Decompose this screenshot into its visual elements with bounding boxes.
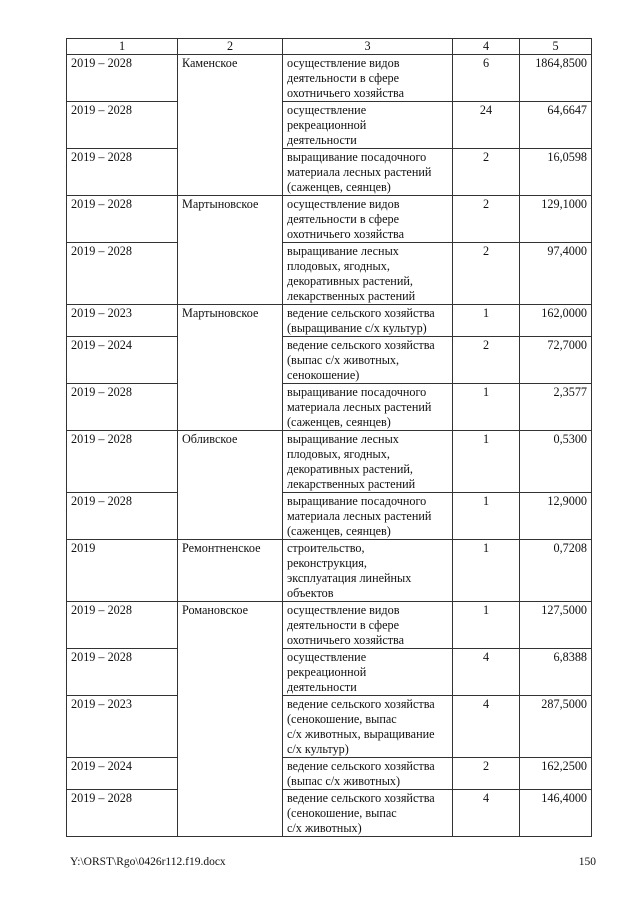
- activity-cell: выращивание посадочного материала лесных растений (саженцев, сеянцев): [283, 493, 453, 540]
- activity-cell: ведение сельского хозяйства (выпас с/х животных, сенокошение): [283, 337, 453, 384]
- period-cell: 2019 – 2028: [67, 196, 178, 243]
- count-cell: 1: [453, 431, 520, 493]
- header-row: [67, 39, 592, 55]
- activity-cell: осуществление рекреационной деятельности: [283, 649, 453, 696]
- area-cell: 127,5000: [520, 602, 592, 649]
- count-cell: 24: [453, 102, 520, 149]
- forestry-cell: Романовское: [178, 602, 283, 837]
- count-cell: 1: [453, 305, 520, 337]
- header-cell: 2: [178, 39, 283, 55]
- table-row: [67, 196, 592, 243]
- period-cell: 2019 – 2023: [67, 696, 178, 758]
- activity-cell: выращивание посадочного материала лесных растений (саженцев, сеянцев): [283, 384, 453, 431]
- table-row: [67, 540, 592, 602]
- area-cell: 129,1000: [520, 196, 592, 243]
- count-cell: 1: [453, 540, 520, 602]
- activity-cell: ведение сельского хозяйства (выращивание с/х культур): [283, 305, 453, 337]
- area-cell: 6,8388: [520, 649, 592, 696]
- table-row: [67, 431, 592, 493]
- table-row: [67, 758, 592, 790]
- count-cell: 1: [453, 602, 520, 649]
- period-cell: 2019: [67, 540, 178, 602]
- activity-cell: осуществление видов деятельности в сфере охотничьего хозяйства: [283, 55, 453, 102]
- count-cell: 4: [453, 696, 520, 758]
- period-cell: 2019 – 2028: [67, 493, 178, 540]
- forestry-cell: Мартыновское: [178, 196, 283, 305]
- area-cell: 64,6647: [520, 102, 592, 149]
- table-row: [67, 384, 592, 431]
- count-cell: 1: [453, 384, 520, 431]
- table-row: [67, 243, 592, 305]
- area-cell: 0,5300: [520, 431, 592, 493]
- period-cell: 2019 – 2028: [67, 55, 178, 102]
- period-cell: 2019 – 2028: [67, 384, 178, 431]
- table-row: [67, 696, 592, 758]
- count-cell: 2: [453, 758, 520, 790]
- area-cell: 0,7208: [520, 540, 592, 602]
- period-cell: 2019 – 2028: [67, 102, 178, 149]
- table-row: [67, 602, 592, 649]
- period-cell: 2019 – 2024: [67, 337, 178, 384]
- table-row: [67, 337, 592, 384]
- count-cell: 4: [453, 790, 520, 837]
- table-row: [67, 790, 592, 837]
- header-cell: 3: [283, 39, 453, 55]
- area-cell: 12,9000: [520, 493, 592, 540]
- activity-cell: осуществление рекреационной деятельности: [283, 102, 453, 149]
- activity-cell: осуществление видов деятельности в сфере охотничьего хозяйства: [283, 196, 453, 243]
- page-number: 150: [578, 856, 596, 868]
- forest-use-table: [66, 38, 592, 837]
- table-row: [67, 305, 592, 337]
- header-cell: 1: [67, 39, 178, 55]
- forestry-cell: Ремонтненское: [178, 540, 283, 602]
- activity-cell: ведение сельского хозяйства (сенокошение, выпас с/х животных, выращивание с/х культур): [283, 696, 453, 758]
- period-cell: 2019 – 2028: [67, 649, 178, 696]
- header-cell: 5: [520, 39, 592, 55]
- forestry-cell: Мартыновское: [178, 305, 283, 431]
- activity-cell: выращивание посадочного материала лесных растений (саженцев, сеянцев): [283, 149, 453, 196]
- count-cell: 2: [453, 149, 520, 196]
- table-row: [67, 55, 592, 102]
- count-cell: 2: [453, 337, 520, 384]
- count-cell: 6: [453, 55, 520, 102]
- activity-cell: выращивание лесных плодовых, ягодных, декоративных растений, лекарственных растений: [283, 243, 453, 305]
- activity-cell: ведение сельского хозяйства (выпас с/х животных): [283, 758, 453, 790]
- count-cell: 2: [453, 196, 520, 243]
- header-cell: 4: [453, 39, 520, 55]
- footer-file-path: Y:\ORST\Rgo\0426r112.f19.docx: [70, 856, 226, 868]
- area-cell: 162,0000: [520, 305, 592, 337]
- area-cell: 16,0598: [520, 149, 592, 196]
- table-row: [67, 102, 592, 149]
- period-cell: 2019 – 2028: [67, 149, 178, 196]
- activity-cell: осуществление видов деятельности в сфере охотничьего хозяйства: [283, 602, 453, 649]
- activity-cell: ведение сельского хозяйства (сенокошение, выпас с/х животных): [283, 790, 453, 837]
- area-cell: 287,5000: [520, 696, 592, 758]
- table-row: [67, 149, 592, 196]
- area-cell: 146,4000: [520, 790, 592, 837]
- period-cell: 2019 – 2028: [67, 431, 178, 493]
- table-row: [67, 493, 592, 540]
- period-cell: 2019 – 2024: [67, 758, 178, 790]
- period-cell: 2019 – 2028: [67, 243, 178, 305]
- period-cell: 2019 – 2023: [67, 305, 178, 337]
- period-cell: 2019 – 2028: [67, 602, 178, 649]
- area-cell: 162,2500: [520, 758, 592, 790]
- count-cell: 1: [453, 493, 520, 540]
- table-row: [67, 649, 592, 696]
- count-cell: 4: [453, 649, 520, 696]
- area-cell: 97,4000: [520, 243, 592, 305]
- count-cell: 2: [453, 243, 520, 305]
- area-cell: 72,7000: [520, 337, 592, 384]
- forestry-cell: Обливское: [178, 431, 283, 540]
- area-cell: 1864,8500: [520, 55, 592, 102]
- forestry-cell: Каменское: [178, 55, 283, 196]
- activity-cell: строительство, реконструкция, эксплуатация линейных объектов: [283, 540, 453, 602]
- area-cell: 2,3577: [520, 384, 592, 431]
- activity-cell: выращивание лесных плодовых, ягодных, декоративных растений, лекарственных растений: [283, 431, 453, 493]
- period-cell: 2019 – 2028: [67, 790, 178, 837]
